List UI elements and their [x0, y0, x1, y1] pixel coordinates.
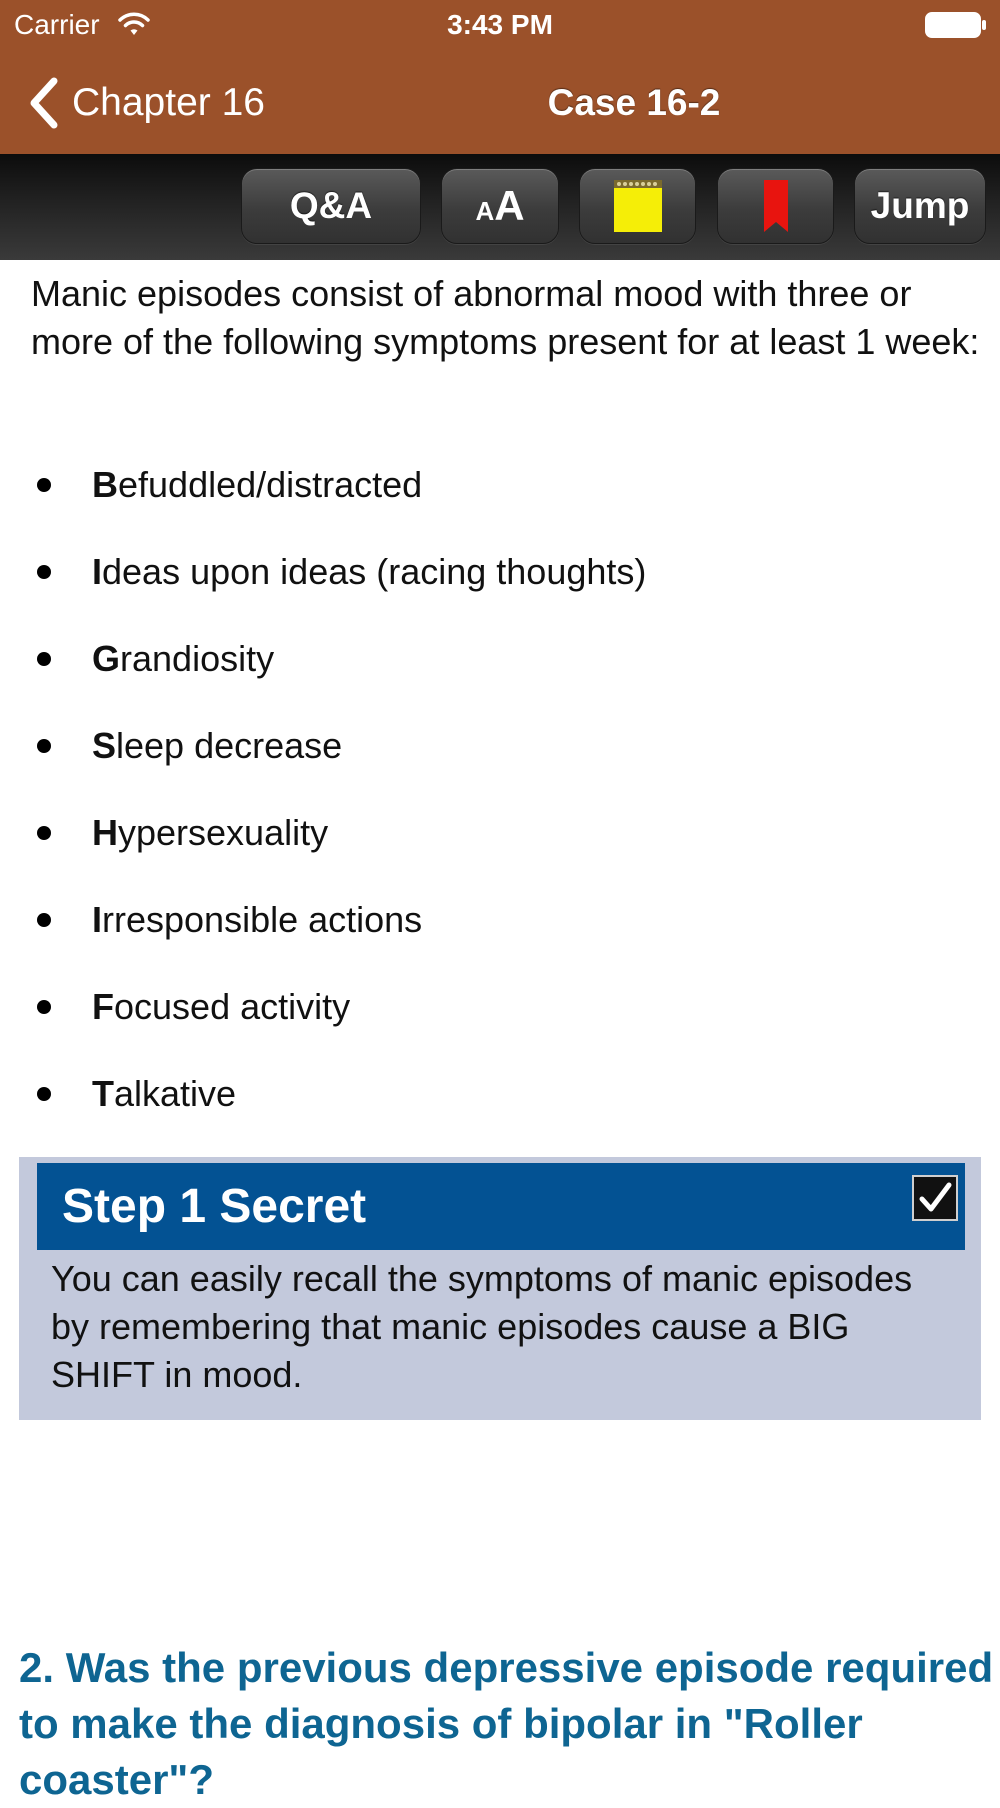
- bookmark-icon: [762, 178, 790, 234]
- bullet-icon: [37, 1087, 51, 1101]
- carrier-label: Carrier: [14, 9, 100, 40]
- symptom-text: alkative: [114, 1073, 237, 1114]
- qa-button[interactable]: [241, 168, 421, 244]
- list-item: [0, 721, 1000, 771]
- symptom-text: rresponsible actions: [102, 899, 423, 940]
- secret-body: You can easily recall the symptoms of manic episodes by remembering that manic episodes cause a BIG SHIFT in mood.: [51, 1258, 913, 1395]
- font-size-button[interactable]: [441, 168, 559, 244]
- page-title: Case 16-2: [547, 82, 721, 123]
- jump-button-label: Jump: [870, 185, 970, 226]
- checkmark-icon: [914, 1177, 956, 1219]
- symptom-initial: S: [92, 725, 117, 766]
- list-item: [0, 895, 1000, 945]
- secret-checkbox[interactable]: [912, 1175, 958, 1221]
- symptom-initial: H: [92, 812, 118, 853]
- bullet-icon: [37, 478, 51, 492]
- reader-toolbar: [0, 154, 1000, 260]
- back-button-label: Chapter 16: [72, 81, 265, 124]
- chevron-left-icon: [26, 77, 62, 129]
- symptom-initial: F: [92, 986, 114, 1027]
- font-size-small-glyph: A: [475, 195, 495, 226]
- symptom-initial: G: [92, 638, 121, 679]
- bullet-icon: [37, 1000, 51, 1014]
- symptom-initial: I: [92, 899, 103, 940]
- navigation-bar: [0, 0, 1000, 154]
- list-item: [0, 808, 1000, 858]
- bullet-icon: [37, 739, 51, 753]
- notes-button[interactable]: [579, 168, 696, 244]
- bullet-icon: [37, 913, 51, 927]
- symptom-text: ypersexuality: [118, 812, 329, 853]
- question-heading: 2. Was the previous depressive episode required to make the diagnosis of bipolar in "Roller coaster"?: [19, 1644, 994, 1803]
- symptom-text: deas upon ideas (racing thoughts): [102, 551, 647, 592]
- bullet-icon: [37, 652, 51, 666]
- step1-secret-box: [19, 1157, 981, 1420]
- symptom-text: ocused activity: [114, 986, 351, 1027]
- list-item: [0, 1069, 1000, 1119]
- symptom-text: efuddled/distracted: [118, 464, 423, 505]
- list-item: [0, 634, 1000, 684]
- symptom-initial: B: [92, 464, 118, 505]
- secret-title: Step 1 Secret: [62, 1180, 367, 1233]
- symptom-initial: I: [92, 551, 103, 592]
- list-item: [0, 547, 1000, 597]
- qa-button-label: Q&A: [289, 185, 373, 226]
- bookmark-button[interactable]: [717, 168, 834, 244]
- symptom-initial: T: [92, 1073, 114, 1114]
- symptom-text: randiosity: [120, 638, 275, 679]
- list-item: [0, 460, 1000, 510]
- back-button[interactable]: [26, 74, 265, 132]
- notepad-icon: [612, 178, 664, 234]
- jump-button[interactable]: [854, 168, 986, 244]
- secret-header: [37, 1163, 965, 1250]
- bullet-icon: [37, 565, 51, 579]
- font-size-large-glyph: A: [494, 182, 525, 229]
- bullet-icon: [37, 826, 51, 840]
- symptom-text: leep decrease: [116, 725, 343, 766]
- list-item: [0, 982, 1000, 1032]
- battery-icon: [925, 12, 987, 38]
- intro-paragraph: Manic episodes consist of abnormal mood with three or more of the following symptoms present for at least 1 week:: [31, 273, 980, 362]
- clock-label: 3:43 PM: [447, 9, 553, 40]
